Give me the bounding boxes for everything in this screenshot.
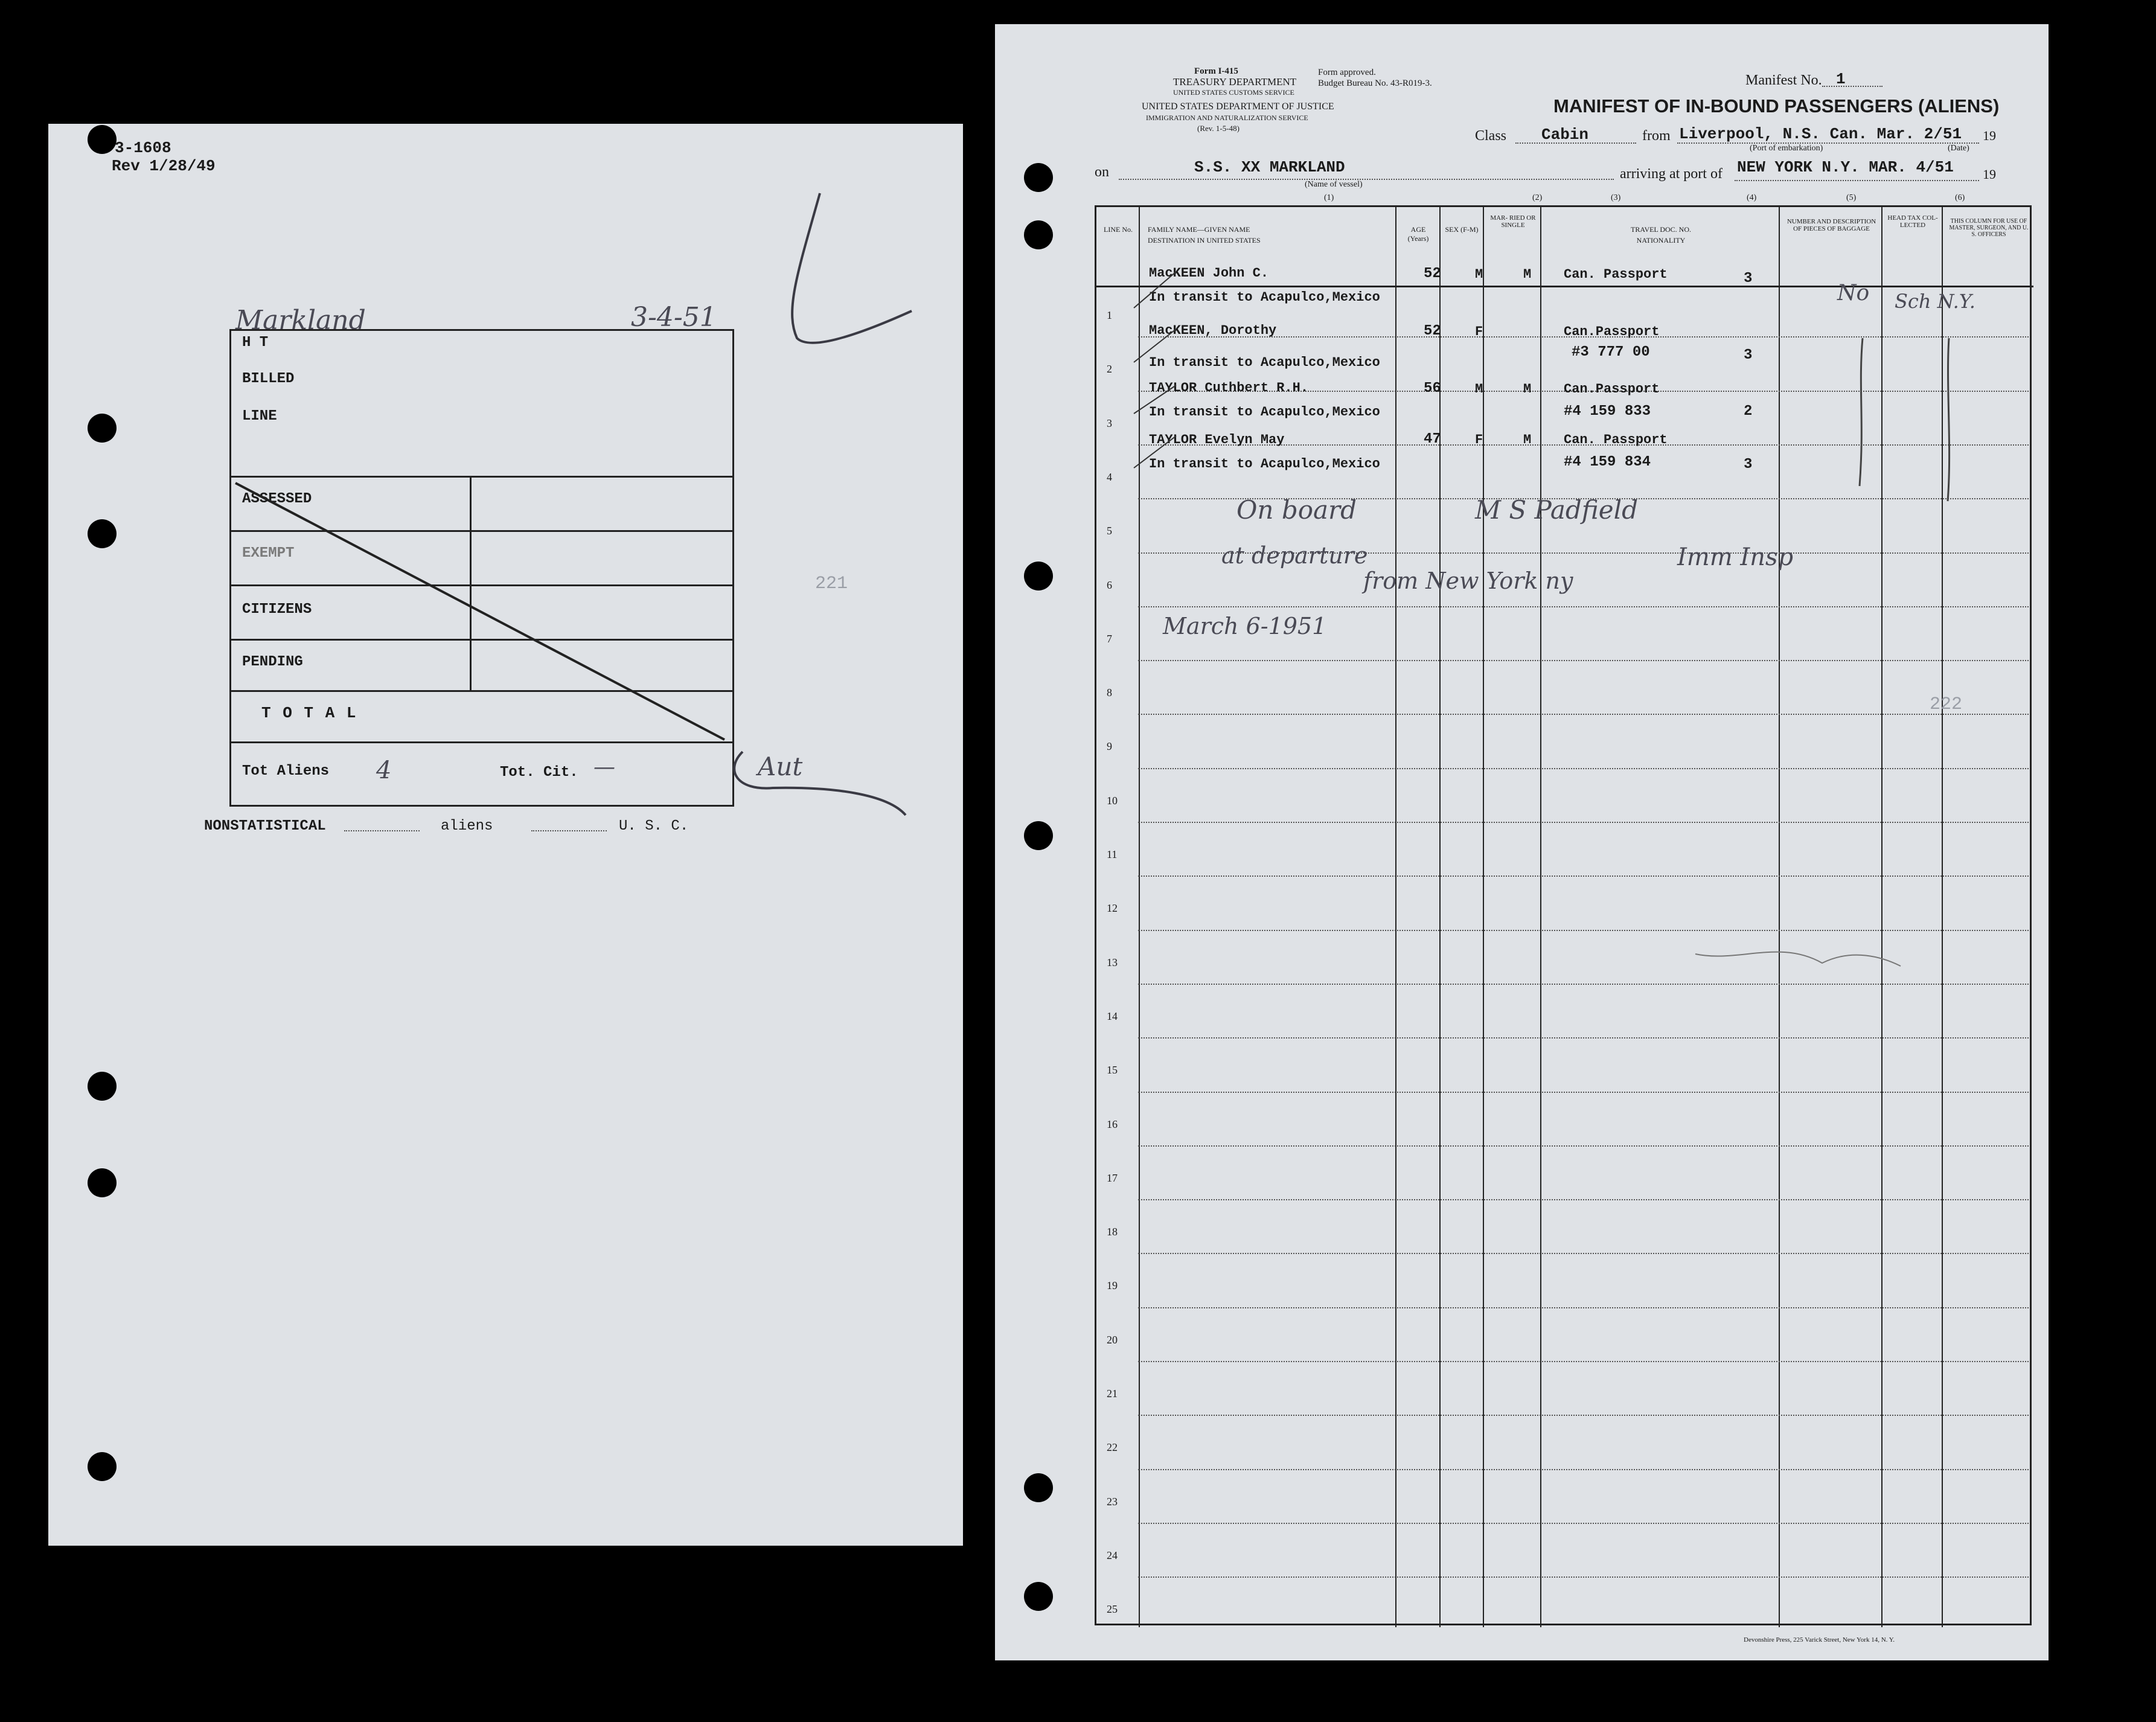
budget-bureau: Budget Bureau No. 43-R019-3. — [1318, 78, 1432, 88]
punch-hole — [1024, 562, 1053, 591]
header-name: FAMILY NAME—GIVEN NAME — [1148, 225, 1250, 234]
col-number: (4) — [1747, 193, 1757, 202]
ins: IMMIGRATION AND NATURALIZATION SERVICE — [1146, 114, 1308, 122]
box-label-billed: BILLED — [242, 371, 295, 387]
justice: UNITED STATES DEPARTMENT OF JUSTICE — [1142, 101, 1334, 112]
line-number: 2 — [1107, 363, 1112, 376]
col-number: (2) — [1532, 193, 1543, 202]
header-nationality: NATIONALITY — [1636, 236, 1686, 245]
pen-marks — [995, 24, 2049, 1660]
punch-hole — [88, 125, 117, 154]
punch-hole — [1024, 163, 1053, 192]
col-number: (1) — [1324, 193, 1334, 202]
line-number: 10 — [1107, 794, 1118, 807]
passenger-marital: M — [1523, 382, 1532, 397]
col-number: (3) — [1611, 193, 1621, 202]
col-number: (6) — [1955, 193, 1965, 202]
header-age: AGE (Years) — [1407, 225, 1429, 243]
passenger-baggage: 3 — [1744, 347, 1753, 363]
form-rev: (Rev. 1-5-48) — [1197, 124, 1240, 133]
line-number: 25 — [1107, 1603, 1118, 1616]
line-number: 5 — [1107, 525, 1112, 537]
punch-hole — [1024, 1473, 1053, 1502]
form-approved: Form approved. — [1318, 68, 1376, 77]
passenger-destination: In transit to Acapulco,Mexico — [1149, 456, 1380, 472]
line-number: 20 — [1107, 1333, 1118, 1346]
passenger-name: MacKEEN, Dorothy — [1149, 323, 1277, 338]
passenger-doc-number: #4 159 834 — [1564, 454, 1651, 470]
stamp-number: 222 — [1930, 694, 1963, 715]
line-number: 1 — [1107, 309, 1112, 321]
line-number: 4 — [1107, 470, 1112, 483]
punch-hole — [88, 414, 117, 443]
tot-aliens-value: 4 — [376, 757, 392, 784]
handwritten-on-board: On board — [1236, 495, 1357, 525]
passenger-doc: Can.Passport — [1564, 382, 1660, 397]
punch-hole — [1024, 1582, 1053, 1611]
line-number: 11 — [1107, 848, 1118, 860]
line-number: 16 — [1107, 1118, 1118, 1130]
passenger-destination: In transit to Acapulco,Mexico — [1149, 290, 1380, 305]
line-number: 3 — [1107, 417, 1112, 429]
line-number: 22 — [1107, 1441, 1118, 1454]
handwritten-inspector: Imm Insp — [1677, 543, 1794, 571]
head-tax-mark: No — [1837, 281, 1870, 306]
form-label: Form I-415 — [1194, 66, 1238, 76]
grid-label-assessed: ASSESSED — [242, 491, 312, 507]
passenger-name: MacKEEN John C. — [1149, 266, 1269, 281]
header-line-no: LINE No. — [1104, 225, 1133, 234]
line-number: 19 — [1107, 1279, 1118, 1292]
passenger-age: 52 — [1424, 266, 1441, 282]
passenger-baggage: 3 — [1744, 270, 1753, 287]
officer-mark: Sch N.Y. — [1895, 290, 1975, 313]
form-number: 3-1608 — [115, 139, 171, 157]
initials: Aut — [758, 752, 803, 781]
vessel-handwritten: Markland — [235, 305, 366, 336]
handwritten-officer-name: M S Padfield — [1475, 495, 1638, 525]
passenger-doc: Can. Passport — [1564, 432, 1668, 447]
passenger-sex: F — [1475, 324, 1483, 339]
line-number: 8 — [1107, 687, 1112, 699]
line-number: 15 — [1107, 1064, 1118, 1077]
from-label: from — [1642, 128, 1671, 144]
punch-hole — [88, 1072, 117, 1101]
header-destination: DESTINATION IN UNITED STATES — [1148, 236, 1261, 245]
punch-hole — [1024, 821, 1053, 850]
punch-hole — [88, 519, 117, 548]
on-label: on — [1095, 164, 1109, 180]
handwritten-at-departure: at departure — [1221, 542, 1368, 569]
arriving-value: NEW YORK N.Y. MAR. 4/51 — [1737, 158, 1954, 176]
passenger-doc: Can.Passport — [1564, 324, 1660, 339]
arriving-label: arriving at port of — [1620, 166, 1723, 182]
line-number: 6 — [1107, 578, 1112, 591]
line-number: 14 — [1107, 1010, 1118, 1022]
manifest-title: MANIFEST OF IN-BOUND PASSENGERS (ALIENS) — [1553, 95, 2000, 117]
passenger-sex: F — [1475, 432, 1483, 447]
line-number: 23 — [1107, 1495, 1118, 1508]
line-number: 17 — [1107, 1171, 1118, 1184]
handwritten-date: March 6-1951 — [1163, 613, 1327, 639]
passenger-name: TAYLOR Cuthbert R.H. — [1149, 380, 1309, 395]
year-label-2: 19 — [1983, 167, 1996, 182]
box-label-ht: H T — [242, 334, 269, 351]
header-travel-doc: TRAVEL DOC. NO. — [1630, 225, 1691, 234]
line-number: 24 — [1107, 1549, 1118, 1561]
year-label: 19 — [1983, 128, 1996, 143]
passenger-sex: M — [1475, 382, 1483, 397]
vessel-caption: (Name of vessel) — [1305, 180, 1363, 189]
line-number: 7 — [1107, 632, 1112, 645]
passenger-age: 52 — [1424, 323, 1441, 339]
nonstat-label: NONSTATISTICAL — [204, 818, 326, 834]
passenger-destination: In transit to Acapulco,Mexico — [1149, 405, 1380, 420]
manifest-no-label: Manifest No. — [1745, 72, 1822, 88]
passenger-age: 47 — [1424, 431, 1441, 447]
tot-aliens-label: Tot Aliens — [242, 763, 330, 779]
passenger-doc-number: #4 159 833 — [1564, 403, 1651, 420]
class-value: Cabin — [1541, 126, 1589, 144]
tot-cit-value: — — [593, 755, 615, 779]
handwritten-from-ny: from New York ny — [1363, 568, 1573, 594]
line-number: 12 — [1107, 902, 1118, 915]
usc-label: U. S. C. — [619, 818, 689, 834]
punch-hole — [88, 1452, 117, 1481]
port-embark-caption: (Port of embarkation) — [1750, 144, 1823, 153]
passenger-baggage: 2 — [1744, 403, 1753, 420]
passenger-marital: M — [1523, 432, 1532, 447]
grid-label-exempt: EXEMPT — [242, 545, 295, 562]
customs: UNITED STATES CUSTOMS SERVICE — [1173, 88, 1294, 97]
line-number: 13 — [1107, 956, 1118, 968]
punch-hole — [88, 1168, 117, 1197]
stamp-number: 221 — [815, 574, 848, 594]
pen-marks — [48, 124, 963, 1546]
line-number: 9 — [1107, 740, 1112, 753]
date-caption: (Date) — [1948, 144, 1969, 153]
passenger-sex: M — [1475, 267, 1483, 282]
header-married: MAR- RIED OR SINGLE — [1490, 214, 1536, 229]
vessel-value: S.S. XX MARKLAND — [1194, 158, 1345, 176]
grid-label-pending: PENDING — [242, 654, 303, 670]
manifest-sheet — [995, 24, 2049, 1660]
header-baggage: NUMBER AND DESCRIPTION OF PIECES OF BAGGAGE — [1787, 218, 1876, 232]
passenger-marital: M — [1523, 267, 1532, 282]
passenger-baggage: 3 — [1744, 456, 1753, 473]
printer-imprint: Devonshire Press, 225 Varick Street, New York 14, N. Y. — [1744, 1636, 1895, 1644]
passenger-destination: In transit to Acapulco,Mexico — [1149, 355, 1380, 370]
header-officers: THIS COLUMN FOR USE OF MASTER, SURGEON, AND U. S. OFFICERS — [1949, 218, 2029, 238]
tally-card — [48, 124, 963, 1546]
box-label-line: LINE — [242, 408, 277, 424]
treasury: TREASURY DEPARTMENT — [1173, 76, 1297, 88]
total-label: T O T A L — [261, 704, 357, 722]
date-handwritten: 3-4-51 — [631, 302, 717, 333]
passenger-name: TAYLOR Evelyn May — [1149, 432, 1285, 447]
line-number: 18 — [1107, 1226, 1118, 1238]
header-head-tax: HEAD TAX COL- LECTED — [1887, 214, 1938, 229]
aliens-label: aliens — [441, 818, 493, 834]
passenger-doc: Can. Passport — [1564, 267, 1668, 282]
tot-cit-label: Tot. Cit. — [500, 764, 578, 781]
col-number: (5) — [1846, 193, 1857, 202]
form-rev: Rev 1/28/49 — [112, 157, 216, 175]
manifest-no: 1 — [1836, 70, 1846, 88]
from-value: Liverpool, N.S. Can. Mar. 2/51 — [1679, 125, 1962, 143]
header-sex: SEX (F-M) — [1445, 225, 1479, 234]
punch-hole — [1024, 220, 1053, 249]
passenger-doc-number: #3 777 00 — [1572, 344, 1650, 360]
grid-label-citizens: CITIZENS — [242, 601, 312, 618]
passenger-age: 56 — [1424, 380, 1441, 397]
line-number: 21 — [1107, 1388, 1118, 1400]
class-label: Class — [1475, 128, 1507, 144]
